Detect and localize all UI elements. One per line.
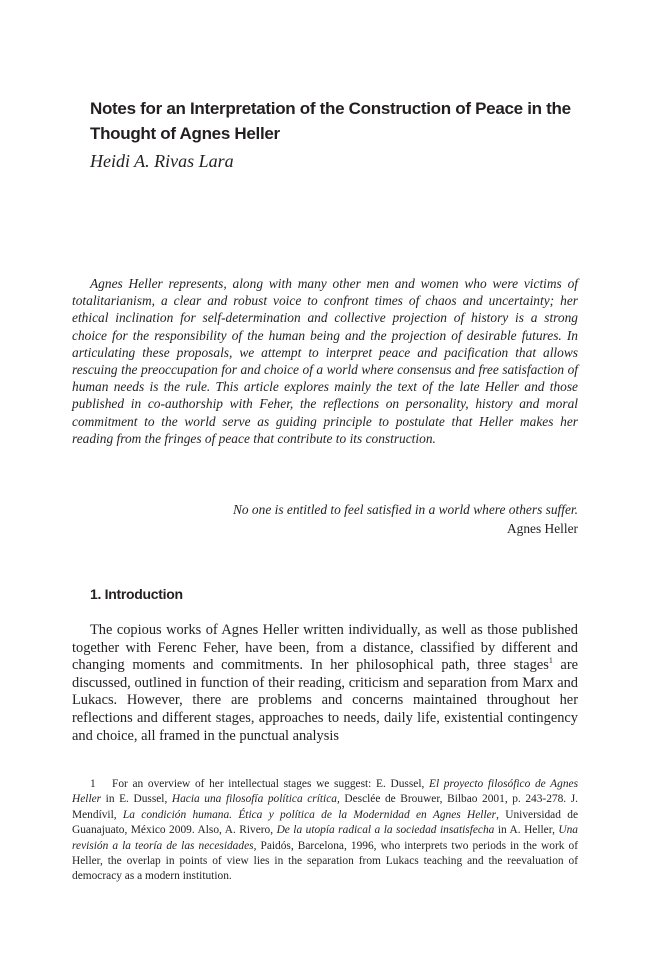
body-paragraph: [72, 622, 578, 745]
footnote-text: , Paidós, Barcelona, 1996, who interprets two periods in the work of Heller, the overlap in points of view lies in the separation from Lukacs teaching and the reevaluation of democracy as a modern institution.: [72, 839, 579, 883]
footnote-title: La condición humana. Ética y política de la Modernidad en Agnes Heller: [122, 808, 497, 821]
footnote-text: Desclée de Brouwer, Bilbao 2001, p. 243-278. J. Mendívil,: [72, 793, 578, 821]
body-text-part: are discussed, outlined in function of their reading, criticism and separation from Marx and Lukacs. However, there are problems and concerns maintained throughout her reflections and different stages, approaches to needs, daily life, existential contingency and choice, all framed in the punctual analysis: [72, 657, 578, 744]
footnote-title: El proyecto filosófico de Agnes Heller: [72, 778, 578, 806]
footnote-text: in A. Heller,: [494, 824, 559, 837]
footnote-title: Una revisión a la teoría de las necesidades: [72, 824, 578, 852]
epigraph-quote: No one is entitled to feel satisfied in a world where others suffer.: [232, 502, 578, 517]
section-heading: 1. Introduction: [90, 586, 183, 602]
abstract: Agnes Heller represents, along with many other men and women who were victims of totalitarianism, a clear and robust voice to confront times of chaos and uncertainty; her ethical inclination for self-determination and collective projection of history is a strong choice for the responsibility of the human being and the projection of desirable futures. In articulating these proposals, we attempt to interpret peace and pacification that allows rescuing the preoccupation for and choice of a world where consensus and free satisfaction of human needs is the rule. This article explores mainly the text of the late Heller and those published in co-authorship with Feher, the reflections on personality, history and moral commitment to the world serve as guiding principle to postulate that Heller makes her reading from the fringes of peace that contribute to its construction.: [72, 276, 578, 446]
author-name: Heidi A. Rivas Lara: [90, 151, 234, 171]
epigraph-attribution: Agnes Heller: [506, 521, 578, 536]
article-title: Notes for an Interpretation of the Construction of Peace in the Thought of Agnes Heller: [90, 99, 571, 143]
body-text-part: The copious works of Agnes Heller written individually, as well as those published together with Ferenc Feher, have been, from a distance, classified by different and changing moments and commitments. In her philosophical path, three stages: [72, 622, 578, 674]
footnote-title: De la utopía radical a la sociedad insatisfecha: [276, 824, 495, 837]
footnote: [72, 777, 578, 885]
footnote-number: 1: [90, 778, 96, 790]
footnote-ref[interactable]: 1: [548, 656, 553, 666]
footnote-title: Hacia una filosofía política crítica,: [171, 793, 340, 806]
footnote-text: For an overview of her intellectual stages we suggest: E. Dussel,: [112, 778, 430, 790]
footnote-text: in E. Dussel,: [101, 793, 172, 806]
footnote-text: , Universidad de Guanajuato, México 2009. Also, A. Rivero,: [72, 808, 578, 837]
epigraph: [233, 500, 578, 538]
